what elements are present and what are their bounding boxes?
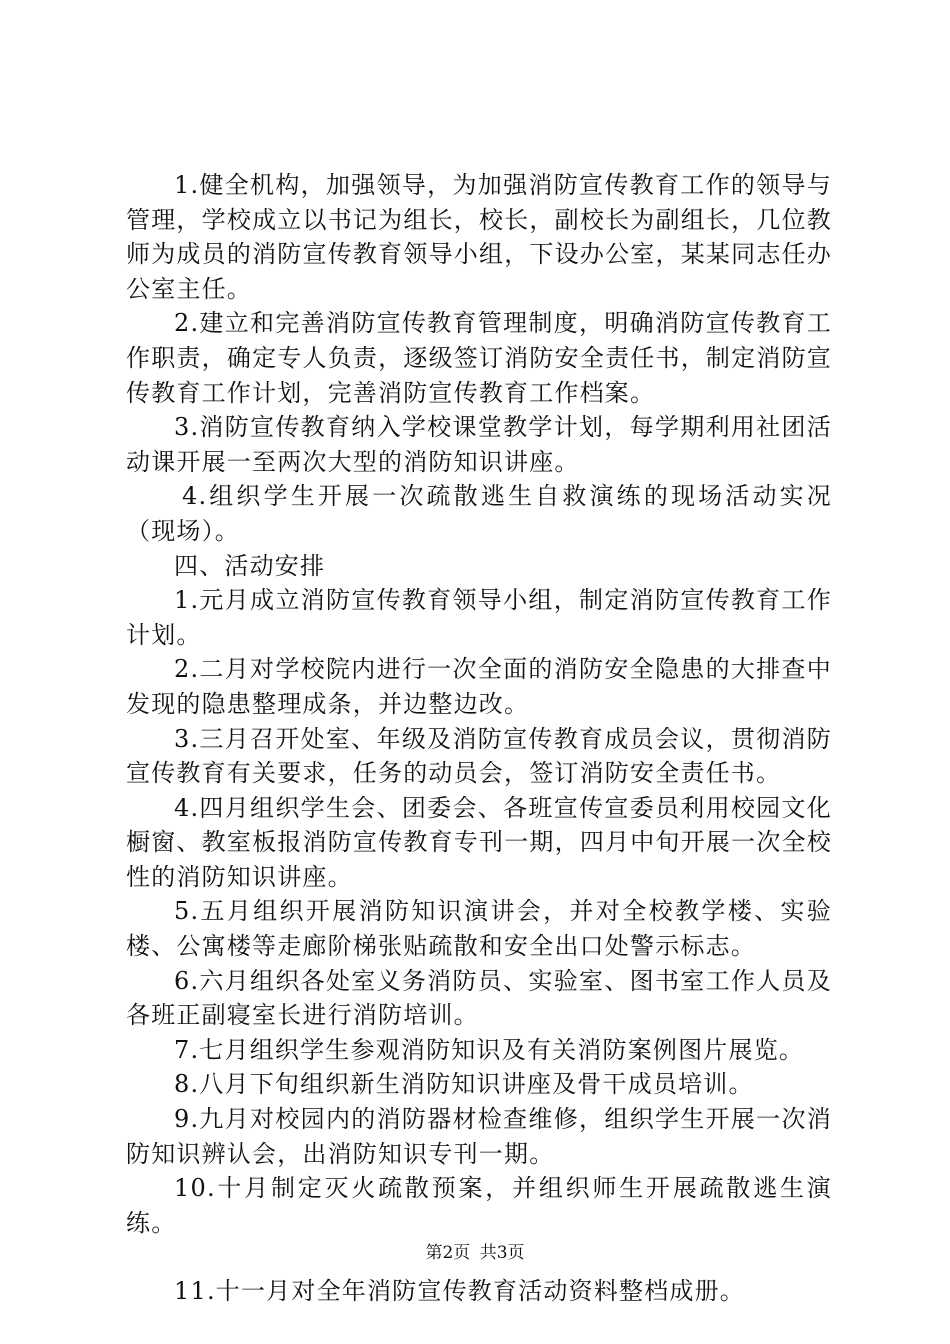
activity-april: 4.四月组织学生会、团委会、各班宣传宣委员利用校园文化橱窗、教室板报消防宣传教育专刊一期，四月中旬开展一次全校性的消防知识讲座。: [126, 793, 832, 891]
activity-november: 11.十一月对全年消防宣传教育活动资料整档成册。: [174, 1277, 745, 1306]
section-heading-activities: 四、活动安排: [174, 551, 326, 580]
page-total: 共3页: [479, 1243, 525, 1263]
page-footer: [0, 1242, 950, 1264]
paragraph-2-management: 2.建立和完善消防宣传教育管理制度，明确消防宣传教育工作职责，确定专人负责，逐级签订消防安全责任书，制定消防宣传教育工作计划，完善消防宣传教育工作档案。: [126, 309, 832, 407]
activity-january: 1.元月成立消防宣传教育领导小组，制定消防宣传教育工作计划。: [126, 586, 832, 649]
activity-july: 7.七月组织学生参观消防知识及有关消防案例图片展览。: [174, 1035, 805, 1064]
activity-june: 6.六月组织各处室义务消防员、实验室、图书室工作人员及各班正副寝室长进行消防培训。: [126, 966, 832, 1030]
page-number: 第2页: [425, 1243, 471, 1263]
paragraph-3-curriculum: 3.消防宣传教育纳入学校课堂教学计划，每学期利用社团活动课开展一至两次大型的消防知识讲座。: [126, 413, 832, 476]
activity-february: 2.二月对学校院内进行一次全面的消防安全隐患的大排查中发现的隐患整理成条，并边整边改。: [126, 655, 832, 718]
paragraph-4-drill: 4.组织学生开展一次疏散逃生自救演练的现场活动实况（现场）。: [126, 482, 832, 545]
activity-august: 8.八月下旬组织新生消防知识讲座及骨干成员培训。: [174, 1070, 754, 1099]
activity-october: 10.十月制定灭火疏散预案，并组织师生开展疏散逃生演练。: [126, 1174, 832, 1237]
document-body: [126, 168, 832, 1309]
activity-march: 3.三月召开处室、年级及消防宣传教育成员会议，贯彻消防宣传教育有关要求，任务的动员会，签订消防安全责任书。: [126, 724, 832, 788]
activity-september: 9.九月对校园内的消防器材检查维修，组织学生开展一次消防知识辨认会，出消防知识专刊一期。: [126, 1105, 832, 1168]
activity-may: 5.五月组织开展消防知识演讲会，并对全校教学楼、实验楼、公寓楼等走廊阶梯张贴疏散和安全出口处警示标志。: [126, 897, 832, 961]
paragraph-1-organization: 1.健全机构，加强领导，为加强消防宣传教育工作的领导与管理，学校成立以书记为组长，校长，副校长为副组长，几位教师为成员的消防宣传教育领导小组，下设办公室，某某同志任办公室主任。: [126, 171, 832, 303]
